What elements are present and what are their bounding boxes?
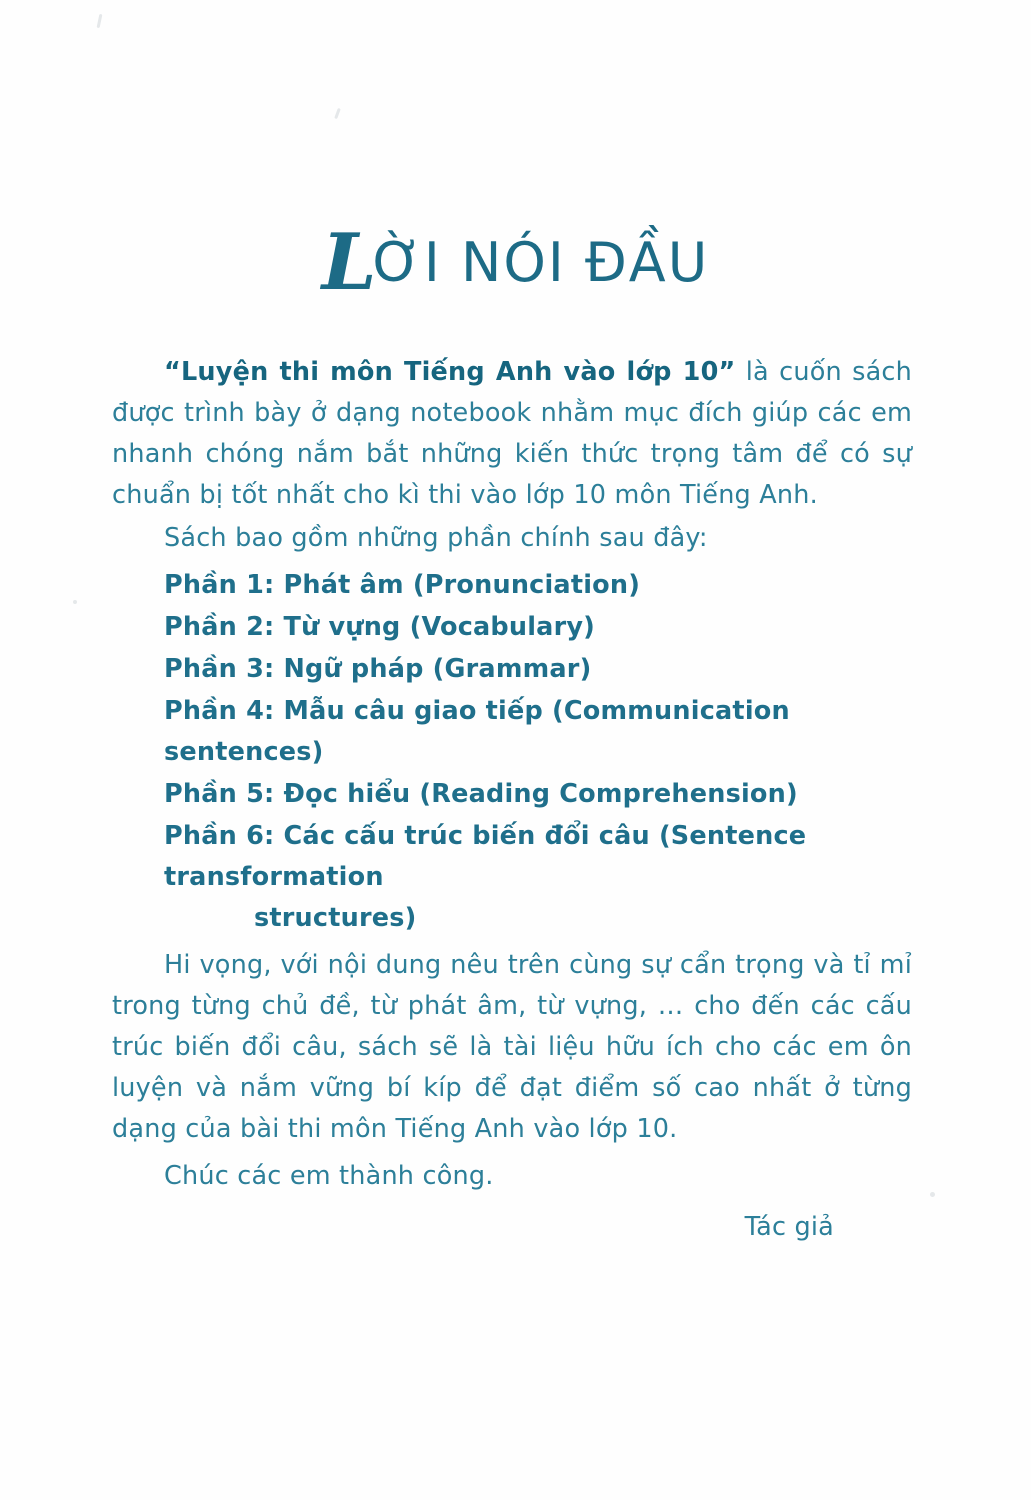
scan-artifact-4 (930, 1192, 935, 1197)
paragraph-intro-rest: là cuốn sách được trình bày ở dạng notebook nhằm mục đích giúp các em nhanh chóng nắm bắt những kiến thức trọng tâm để có sự chuẩn bị tốt nhất cho kì thi vào lớp 10 môn Tiếng Anh. (112, 357, 912, 510)
list-item (112, 649, 912, 690)
signature: Tác giả (744, 1212, 834, 1242)
parts-list (112, 565, 912, 939)
list-item (112, 607, 912, 648)
page-title (0, 217, 1031, 308)
scan-artifact-3 (73, 600, 77, 604)
part-label: Phần 4: Mẫu câu giao tiếp (Communication sentences) (164, 696, 790, 767)
list-item (112, 774, 912, 815)
part-label: Phần 5: Đọc hiểu (Reading Comprehension) (164, 779, 798, 809)
part-label-continuation: structures) (254, 903, 417, 933)
part-label: Phần 2: Từ vựng (Vocabulary) (164, 612, 596, 642)
scan-artifact-2 (334, 108, 341, 119)
part-label: Phần 1: Phát âm (Pronunciation) (164, 570, 641, 600)
part-label: Phần 3: Ngữ pháp (Grammar) (164, 654, 592, 684)
scan-artifact-1 (97, 14, 103, 28)
paragraph-wish: Chúc các em thành công. (164, 1161, 494, 1191)
part-label: Phần 6: Các cấu trúc biến đổi câu (Sentence transformation (164, 821, 807, 892)
list-item (112, 691, 912, 773)
list-item (112, 816, 912, 939)
preface-body (112, 352, 912, 1250)
title-dropcap: L (321, 217, 379, 308)
paragraph-intro (112, 352, 912, 516)
paragraph-closing: Hi vọng, với nội dung nêu trên cùng sự cẩn trọng và tỉ mỉ trong từng chủ đề, từ phát âm, từ vựng, … cho đến các cấu trúc biến đổi câu, sách sẽ là tài liệu hữu ích cho các em ôn luyện và nắm vững bí kíp để đạt điểm số cao nhất ở từng dạng của bài thi môn Tiếng Anh vào lớp 10. (112, 950, 912, 1144)
book-title-quoted: “Luyện thi môn Tiếng Anh vào lớp 10” (164, 357, 736, 387)
title-text: ỜI NÓI ĐẦU (372, 231, 710, 294)
paragraph-contents-lead: Sách bao gồm những phần chính sau đây: (164, 523, 708, 553)
list-item (112, 565, 912, 606)
